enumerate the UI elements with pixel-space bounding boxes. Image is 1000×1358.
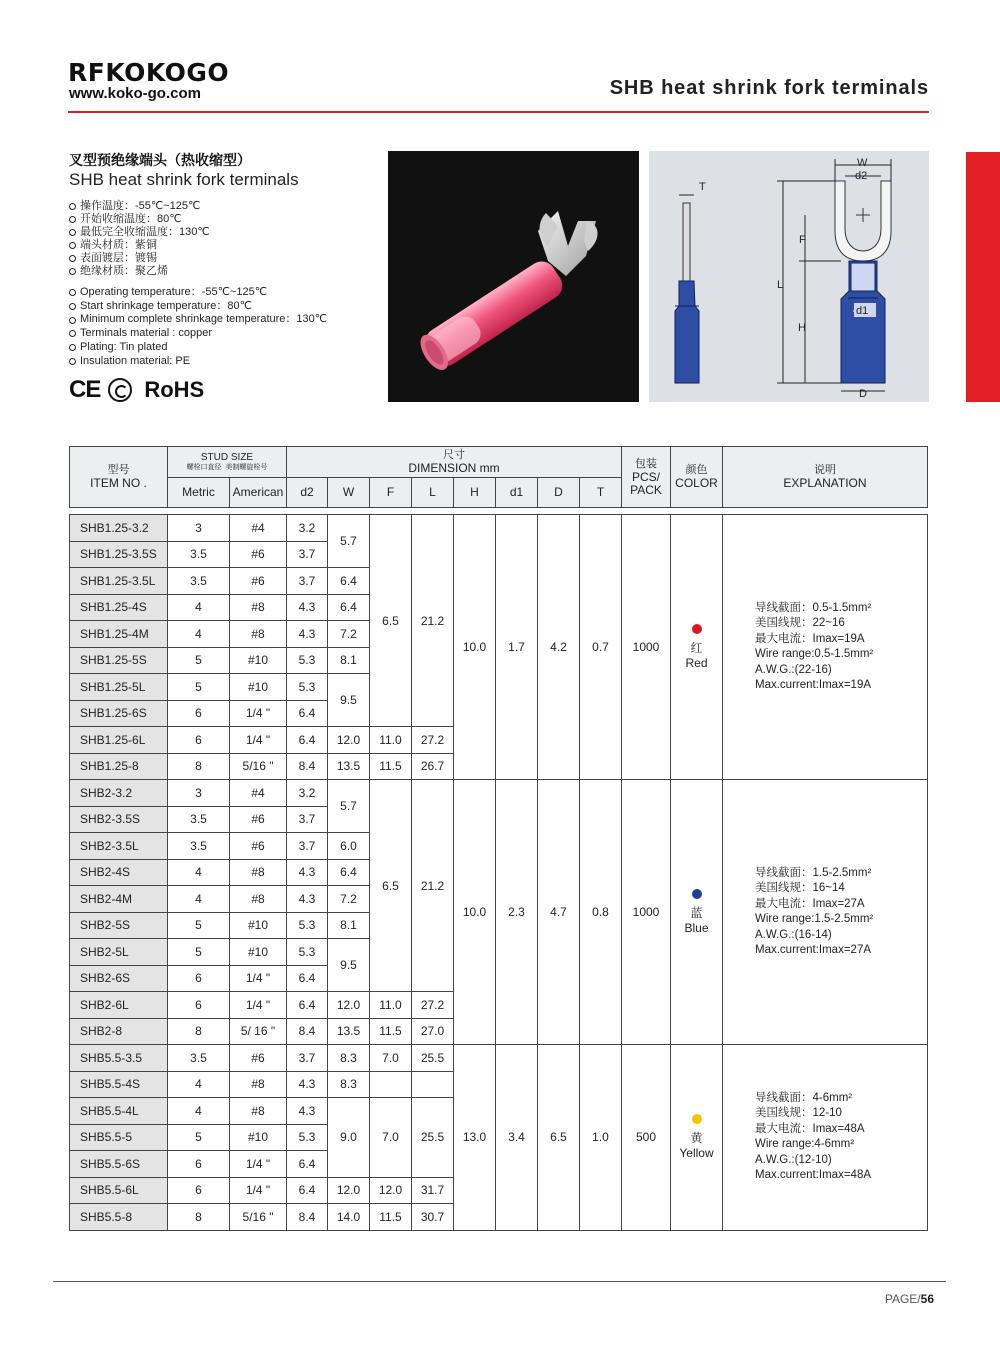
bullet-icon (69, 229, 76, 236)
header-d: D (538, 478, 580, 508)
header-explanation: 说明 EXPLANATION (723, 447, 928, 508)
table-header (70, 447, 928, 508)
header-metric: Metric (168, 478, 230, 508)
spec-item: Insulation material: PE (69, 355, 327, 369)
spec-item: Operating temperature：-55℃~125℃ (69, 286, 327, 300)
ce-mark: CE (69, 376, 101, 403)
item-no: SHB2-3.5L (70, 833, 168, 860)
dimension-drawing-image (649, 151, 929, 402)
certification-marks (69, 376, 204, 404)
blue-dot-icon (692, 889, 702, 899)
brand-logo: RFKOKOGO (68, 58, 230, 87)
bullet-icon (69, 330, 76, 337)
website-url[interactable]: www.koko-go.com (69, 85, 201, 102)
table-row: SHB2-5S 5 #10 5.3 8.1 (70, 912, 928, 939)
item-no: SHB1.25-3.5L (70, 568, 168, 595)
table-row: SHB1.25-6S 6 1/4 " 6.4 (70, 700, 928, 727)
spec-item: Start shrinkage temperature：80℃ (69, 300, 327, 314)
product-photo-image (388, 151, 639, 402)
item-no: SHB2-6L (70, 992, 168, 1019)
item-no: SHB1.25-3.5S (70, 541, 168, 568)
spec-item: 操作温度：-55℃~125℃ (69, 200, 210, 213)
table-row: SHB5.5-4L 4 #8 4.3 9.0 7.0 25.5 (70, 1098, 928, 1125)
item-no: SHB1.25-6L (70, 727, 168, 754)
table-row: SHB1.25-5L 5 #10 5.3 9.5 (70, 674, 928, 701)
table-row: SHB1.25-5S 5 #10 5.3 8.1 (70, 647, 928, 674)
bullet-icon (69, 303, 76, 310)
item-no: SHB1.25-4M (70, 621, 168, 648)
item-no: SHB5.5-8 (70, 1204, 168, 1231)
table-row: SHB2-4S 4 #8 4.3 6.4 (70, 859, 928, 886)
footer-divider (53, 1281, 946, 1282)
color-cell: 红 Red (671, 515, 723, 780)
item-no: SHB1.25-5L (70, 674, 168, 701)
table-row: SHB2-6L 6 1/4 " 6.4 12.0 11.0 27.2 (70, 992, 928, 1019)
side-tab-marker (966, 152, 1000, 402)
spec-item: 端头材质：紫铜 (69, 239, 210, 252)
header-w: W (328, 478, 370, 508)
table-row: SHB5.5-4S 4 #8 4.3 8.3 (70, 1071, 928, 1098)
yellow-dot-icon (692, 1114, 702, 1124)
header-d1: d1 (496, 478, 538, 508)
drawing-label-d2: d2 (855, 170, 868, 182)
table-row: SHB2-3.2 3 #4 3.2 5.7 6.5 21.2 10.0 2.3 4.7 0.8 1000 蓝 Blue 导线截面：1.5-2.5mm² 美国线规：16~14 最大电流：Imax=27A Wire range:1.5-2.5mm² A.W.G.:(16-14) Max.current:Imax=27A (70, 780, 928, 807)
item-no: SHB5.5-3.5 (70, 1045, 168, 1072)
header-l: L (412, 478, 454, 508)
item-no: SHB1.25-6S (70, 700, 168, 727)
product-title-en: SHB heat shrink fork terminals (69, 170, 299, 189)
spec-item: Terminals material : copper (69, 327, 327, 341)
table-row: SHB5.5-6L 6 1/4 " 6.4 12.0 12.0 31.7 (70, 1177, 928, 1204)
spec-item: 最低完全收缩温度：130℃ (69, 226, 210, 239)
item-no: SHB2-4S (70, 859, 168, 886)
drawing-label-l: L (777, 279, 784, 291)
red-dot-icon (692, 624, 702, 634)
spec-item: 开始收缩温度：80℃ (69, 213, 210, 226)
item-no: SHB2-4M (70, 886, 168, 913)
bullet-icon (69, 268, 76, 275)
item-no: SHB5.5-6S (70, 1151, 168, 1178)
table-row: SHB1.25-3.5S 3.5 #6 3.7 (70, 541, 928, 568)
bullet-icon (69, 358, 76, 365)
item-no: SHB5.5-5 (70, 1124, 168, 1151)
item-no: SHB2-3.5S (70, 806, 168, 833)
table-row: SHB1.25-4S 4 #8 4.3 6.4 (70, 594, 928, 621)
header-h: H (454, 478, 496, 508)
explanation-cell: 导线截面：0.5-1.5mm² 美国线规：22~16 最大电流：Imax=19A Wire range:0.5-1.5mm² A.W.G.:(22-16) Max.current:Imax=19A (723, 515, 928, 780)
header-f: F (370, 478, 412, 508)
header-pack: 包装 PCS/ PACK (622, 447, 671, 508)
spec-item: Plating: Tin plated (69, 341, 327, 355)
header-color: 颜色 COLOR (671, 447, 723, 508)
table-row: SHB5.5-3.5 3.5 #6 3.7 8.3 7.0 25.5 13.0 3.4 6.5 1.0 500 黄 Yellow 导线截面：4-6mm² 美国线规：12-10 最大电流：Imax=48A Wire range:4-6mm² A.W.G.:(12-10) Max.current:Imax=48A (70, 1045, 928, 1072)
product-title-cn: 叉型预绝缘端头（热收缩型） (69, 152, 251, 168)
table-row: SHB1.25-4M 4 #8 4.3 7.2 (70, 621, 928, 648)
sgs-mark-icon (108, 378, 132, 402)
header-stud-size: STUD SIZE 螺栓口直径 美制螺旋栓号 (168, 447, 287, 478)
item-no: SHB1.25-8 (70, 753, 168, 780)
table-row: SHB5.5-8 8 5/16 " 8.4 14.0 11.5 30.7 (70, 1204, 928, 1231)
header-dimension: 尺寸 DIMENSION mm (287, 447, 622, 478)
bullet-icon (69, 317, 76, 324)
table-row: SHB1.25-8 8 5/16 " 8.4 13.5 11.5 26.7 (70, 753, 928, 780)
table-row: SHB1.25-3.2 3 #4 3.2 5.7 6.5 21.2 10.0 1.7 4.2 0.7 1000 红 Red 导线截面：0.5-1.5mm² 美国线规：22~16 最大电流：Imax=19A Wire range:0.5-1.5mm² A.W.G.:(22-16) Max.current:Imax=19A (70, 515, 928, 542)
header-divider (68, 111, 929, 113)
header-item-no: 型号 ITEM NO . (70, 447, 168, 508)
table-row: SHB2-8 8 5/ 16 " 8.4 13.5 11.5 27.0 (70, 1018, 928, 1045)
table-row: SHB2-3.5L 3.5 #6 3.7 6.0 (70, 833, 928, 860)
drawing-label-w: W (857, 157, 868, 169)
item-no: SHB5.5-6L (70, 1177, 168, 1204)
table-row: SHB5.5-6S 6 1/4 " 6.4 (70, 1151, 928, 1178)
item-no: SHB5.5-4L (70, 1098, 168, 1125)
drawing-label-d1: d1 (856, 305, 869, 317)
bullet-icon (69, 344, 76, 351)
table-row: SHB2-4M 4 #8 4.3 7.2 (70, 886, 928, 913)
explanation-cell: 导线截面：1.5-2.5mm² 美国线规：16~14 最大电流：Imax=27A Wire range:1.5-2.5mm² A.W.G.:(16-14) Max.current:Imax=27A (723, 780, 928, 1045)
header-t: T (580, 478, 622, 508)
color-cell: 蓝 Blue (671, 780, 723, 1045)
page-title: SHB heat shrink fork terminals (609, 77, 929, 99)
product-photo (388, 151, 639, 402)
color-cell: 黄 Yellow (671, 1045, 723, 1231)
page-number: PAGE/56 (884, 1292, 934, 1306)
item-no: SHB2-5S (70, 912, 168, 939)
drawing-label-d: D (859, 388, 867, 400)
header-d2: d2 (287, 478, 328, 508)
bullet-icon (69, 203, 76, 210)
explanation-cell: 导线截面：4-6mm² 美国线规：12-10 最大电流：Imax=48A Wire range:4-6mm² A.W.G.:(12-10) Max.current:Imax=48A (723, 1045, 928, 1231)
spec-item: Minimum complete shrinkage temperature：130℃ (69, 313, 327, 327)
svg-text:T: T (699, 181, 706, 193)
table-body (70, 508, 928, 1231)
item-no: SHB1.25-5S (70, 647, 168, 674)
item-no: SHB2-8 (70, 1018, 168, 1045)
item-no: SHB2-5L (70, 939, 168, 966)
table-row: SHB1.25-6L 6 1/4 " 6.4 12.0 11.0 27.2 (70, 727, 928, 754)
bullet-icon (69, 216, 76, 223)
item-no: SHB1.25-4S (70, 594, 168, 621)
table-row: SHB2-5L 5 #10 5.3 9.5 (70, 939, 928, 966)
item-no: SHB5.5-4S (70, 1071, 168, 1098)
table-row: SHB5.5-5 5 #10 5.3 (70, 1124, 928, 1151)
dimension-drawing (649, 151, 929, 402)
bullet-icon (69, 289, 76, 296)
spec-item: 表面镀层：镀锡 (69, 252, 210, 265)
item-no: SHB2-3.2 (70, 780, 168, 807)
spec-list-cn (69, 200, 210, 278)
spec-list-en (69, 286, 327, 368)
table-row: SHB1.25-3.5L 3.5 #6 3.7 6.4 (70, 568, 928, 595)
bullet-icon (69, 242, 76, 249)
spec-table (69, 446, 928, 1231)
item-no: SHB2-6S (70, 965, 168, 992)
header-american: American (230, 478, 287, 508)
table-row: SHB2-3.5S 3.5 #6 3.7 (70, 806, 928, 833)
bullet-icon (69, 255, 76, 262)
drawing-label-h: H (798, 322, 806, 334)
rohs-mark: RoHS (144, 377, 205, 402)
drawing-label-f: F (799, 234, 806, 246)
spec-item: 绝缘材质：聚乙烯 (69, 265, 210, 278)
table-row: SHB2-6S 6 1/4 " 6.4 (70, 965, 928, 992)
item-no: SHB1.25-3.2 (70, 515, 168, 542)
